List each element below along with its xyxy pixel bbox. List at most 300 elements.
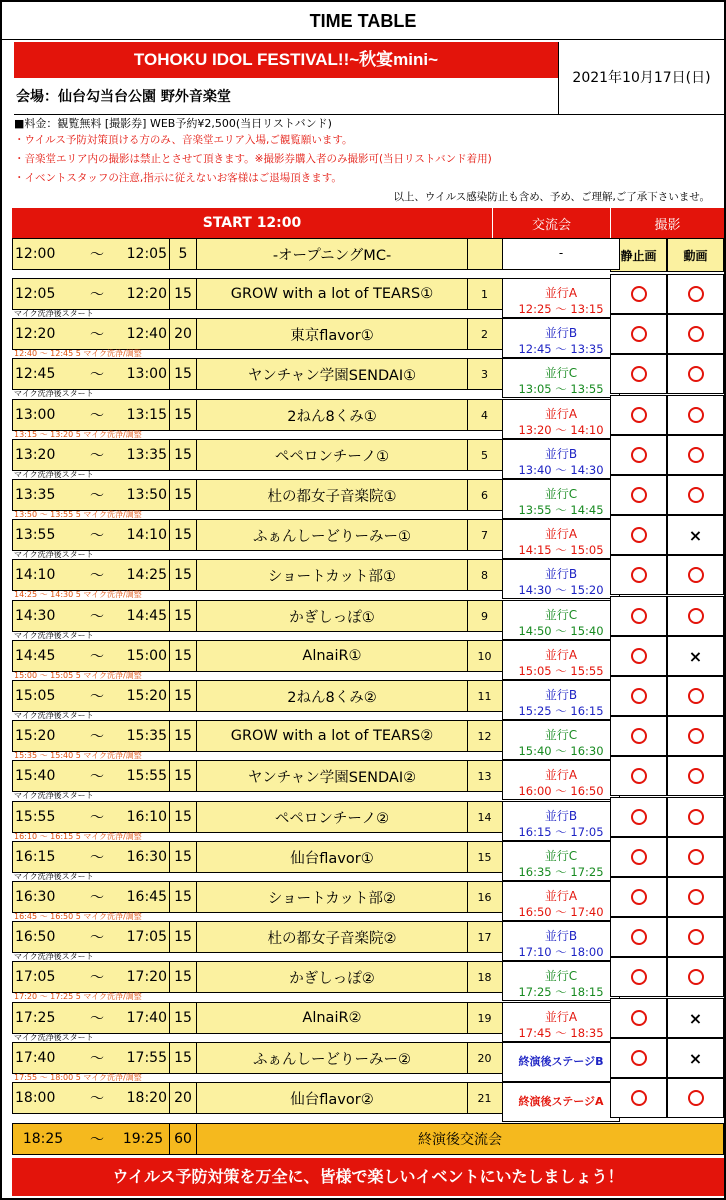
circle-icon [631, 889, 647, 905]
end-time: 13:00 [126, 366, 167, 382]
act-number: 16 [467, 882, 501, 912]
end-time: 17:55 [126, 1050, 167, 1066]
kouryu-time: 17:25 〜 18:15 [518, 985, 604, 999]
kouryu-time: 16:50 〜 17:40 [518, 905, 604, 919]
mic-note: マイク洗浄後スタート [14, 470, 94, 479]
kouryu-time: 14:30 〜 15:20 [518, 583, 604, 597]
photo-cell [610, 877, 667, 917]
duration: 20 [169, 1083, 197, 1113]
mic-note: マイク洗浄後スタート [14, 952, 94, 961]
kouryu-cell [502, 238, 620, 270]
festival-title: TOHOKU IDOL FESTIVAL!!~秋宴mini~ [14, 42, 558, 78]
mic-note: 13:15 〜 13:20 5 マイク洗浄/調整 [14, 430, 142, 439]
page-title: TIME TABLE [2, 2, 724, 40]
tilde: 〜 [90, 488, 104, 504]
act-name: AlnaiR② [302, 1010, 362, 1026]
kouryu-time: 17:45 〜 18:35 [518, 1026, 604, 1040]
duration: 15 [169, 761, 197, 791]
kouryu-lane: 並行B [544, 447, 578, 461]
duration: 15 [169, 480, 197, 510]
duration: 15 [169, 601, 197, 631]
kouryu-time: 12:45 〜 13:35 [518, 342, 604, 356]
photo-cell [610, 515, 667, 555]
kouryu-lane: 終演後ステージB [518, 1055, 604, 1068]
act-name: かぎしっぽ② [289, 970, 375, 987]
photo-header: 静止画 [610, 238, 667, 272]
start-time: 17:05 [15, 969, 56, 985]
tilde: 〜 [90, 287, 104, 303]
divider [14, 114, 724, 115]
kouryu-cell [502, 881, 620, 921]
mic-note: 16:10 〜 16:15 5 マイク洗浄/調整 [14, 832, 142, 841]
photo-cell [610, 596, 667, 636]
start-time: 14:45 [15, 648, 56, 664]
kouryu-lane: 並行C [544, 487, 578, 501]
kouryu-cell [502, 358, 620, 398]
mic-note: マイク洗浄後スタート [14, 309, 94, 318]
act-name: GROW with a lot of TEARS① [230, 286, 434, 302]
kouryu-time: 14:15 〜 15:05 [518, 543, 604, 557]
mic-note: マイク洗浄後スタート [14, 550, 94, 559]
mic-note: マイク洗浄後スタート [14, 631, 94, 640]
act-number: 14 [467, 802, 501, 832]
end-time: 12:05 [126, 246, 167, 262]
kouryu-lane: 並行C [544, 969, 578, 983]
cross-icon: × [688, 525, 703, 545]
duration: 15 [169, 1003, 197, 1033]
act-number: 5 [467, 440, 501, 470]
circle-icon [631, 447, 647, 463]
mic-note: 15:00 〜 15:05 5 マイク洗浄/調整 [14, 671, 142, 680]
kouryu-cell [502, 720, 620, 760]
video-cell [667, 716, 724, 756]
kouryu-lane: 並行C [544, 728, 578, 742]
act-number: 18 [467, 962, 501, 992]
video-cell [667, 314, 724, 354]
circle-icon [631, 407, 647, 423]
kouryu-cell [502, 600, 620, 640]
duration: 15 [169, 359, 197, 389]
start-time: 13:00 [15, 407, 56, 423]
cross-icon: × [688, 646, 703, 666]
act-name: 杜の都女子音楽院① [267, 488, 397, 505]
tilde: 〜 [90, 930, 104, 946]
photo-cell [610, 1038, 667, 1078]
start-time: 14:10 [15, 567, 56, 583]
circle-icon [688, 447, 704, 463]
circle-icon [688, 969, 704, 985]
video-cell [667, 998, 724, 1038]
start-time: 15:40 [15, 768, 56, 784]
kouryu-time: 13:20 〜 14:10 [518, 423, 604, 437]
event-date: 2021年10月17日(日) [558, 42, 724, 114]
fee-info: ■料金：観覧無料 [撮影券] WEB予約¥2,500(当日リストバンド) [14, 117, 332, 130]
tilde: 〜 [90, 448, 104, 464]
photo-cell [610, 395, 667, 435]
tilde: 〜 [90, 568, 104, 584]
act-number: 20 [467, 1043, 501, 1073]
photo-cell [610, 797, 667, 837]
start-time: 13:20 [15, 447, 56, 463]
circle-icon [688, 809, 704, 825]
tilde: 〜 [90, 1091, 104, 1107]
mic-note: 17:55 〜 18:00 5 マイク洗浄/調整 [14, 1073, 142, 1082]
video-header: 動画 [667, 238, 724, 272]
video-cell [667, 797, 724, 837]
start-time: 13:55 [15, 527, 56, 543]
kouryu-lane: - [558, 246, 564, 260]
circle-icon [631, 608, 647, 624]
end-time: 13:15 [126, 407, 167, 423]
act-number: 1 [467, 279, 501, 309]
mic-note: 13:50 〜 13:55 5 マイク洗浄/調整 [14, 510, 142, 519]
circle-icon [631, 728, 647, 744]
final-start: 18:25 [22, 1131, 64, 1147]
start-label: START 12:00 [202, 215, 302, 231]
photo-cell [610, 636, 667, 676]
kouryu-lane: 終演後ステージA [518, 1095, 604, 1108]
kouryu-cell [502, 439, 620, 479]
duration: 15 [169, 279, 197, 309]
mic-note: マイク洗浄後スタート [14, 872, 94, 881]
start-time: 12:05 [15, 286, 56, 302]
kouryu-cell [502, 399, 620, 439]
circle-icon [631, 648, 647, 664]
start-time: 15:20 [15, 728, 56, 744]
kouryu-lane: 並行C [544, 366, 578, 380]
row-number [467, 239, 501, 269]
end-time: 15:00 [126, 648, 167, 664]
circle-icon [688, 567, 704, 583]
circle-icon [631, 286, 647, 302]
act-name: ペペロンチーノ① [274, 448, 390, 465]
end-time: 12:20 [126, 286, 167, 302]
video-cell [667, 676, 724, 716]
video-cell [667, 274, 724, 314]
end-time: 15:35 [126, 728, 167, 744]
circle-icon [688, 286, 704, 302]
kouryu-time: 16:35 〜 17:25 [518, 865, 604, 879]
final-duration: 60 [169, 1124, 197, 1154]
kouryu-lane: 並行C [544, 608, 578, 622]
tilde: 〜 [90, 1011, 104, 1027]
photo-cell [610, 274, 667, 314]
act-name: ペペロンチーノ② [274, 810, 390, 827]
video-cell [667, 435, 724, 475]
kouryu-time: 13:55 〜 14:45 [518, 503, 604, 517]
tilde: 〜 [90, 649, 104, 665]
tilde: 〜 [90, 729, 104, 745]
mic-note: マイク洗浄後スタート [14, 711, 94, 720]
kouryu-time: 17:10 〜 18:00 [518, 945, 604, 959]
photo-cell [610, 676, 667, 716]
kouryu-lane: 並行A [544, 889, 578, 903]
kouryu-lane: 並行C [544, 849, 578, 863]
kouryu-lane: 並行B [544, 809, 578, 823]
act-name: 杜の都女子音楽院② [267, 930, 397, 947]
kouryu-cell [502, 841, 620, 881]
kouryu-cell [502, 801, 620, 841]
mic-note: マイク洗浄後スタート [14, 1033, 94, 1042]
photo-cell [610, 1078, 667, 1118]
duration: 20 [169, 319, 197, 349]
circle-icon [631, 969, 647, 985]
end-time: 14:10 [126, 527, 167, 543]
act-name: 仙台flavor① [290, 850, 374, 867]
kouryu-time: 13:05 〜 13:55 [518, 382, 604, 396]
circle-icon [688, 407, 704, 423]
circle-icon [688, 326, 704, 342]
circle-icon [688, 849, 704, 865]
duration: 5 [169, 239, 197, 269]
mic-note: マイク洗浄後スタート [14, 791, 94, 800]
tilde: 〜 [90, 327, 104, 343]
kouryu-cell [502, 559, 620, 599]
circle-icon [631, 527, 647, 543]
tilde: 〜 [90, 769, 104, 785]
mic-note: マイク洗浄後スタート [14, 389, 94, 398]
tilde: 〜 [90, 689, 104, 705]
act-number: 12 [467, 721, 501, 751]
act-name: ふぁんしーどりーみー① [253, 528, 411, 545]
video-cell [667, 515, 724, 555]
kouryu-time: 14:50 〜 15:40 [518, 624, 604, 638]
kouryu-time: 12:25 〜 13:15 [518, 302, 604, 316]
kouryu-time: 16:00 〜 16:50 [518, 784, 604, 798]
circle-icon [631, 326, 647, 342]
duration: 15 [169, 440, 197, 470]
duration: 15 [169, 641, 197, 671]
circle-icon [688, 728, 704, 744]
venue: 会場：仙台勾当台公園 野外音楽堂 [16, 89, 231, 105]
kouryu-time: 15:40 〜 16:30 [518, 744, 604, 758]
note-line-1: ・ウイルス予防対策頂ける方のみ、音楽堂エリア入場,ご観覧願います。 [14, 134, 353, 146]
kouryu-cell [502, 479, 620, 519]
kouryu-lane: 並行B [544, 567, 578, 581]
duration: 15 [169, 1043, 197, 1073]
act-number: 13 [467, 761, 501, 791]
mic-note: 17:20 〜 17:25 5 マイク洗浄/調整 [14, 992, 142, 1001]
video-cell [667, 837, 724, 877]
kouryu-header: 交流会 [492, 208, 610, 238]
mic-note: 14:25 〜 14:30 5 マイク洗浄/調整 [14, 590, 142, 599]
end-time: 14:45 [126, 608, 167, 624]
act-number: 8 [467, 560, 501, 590]
kouryu-time: 16:15 〜 17:05 [518, 825, 604, 839]
circle-icon [631, 688, 647, 704]
start-time: 15:05 [15, 688, 56, 704]
circle-icon [688, 1090, 704, 1106]
start-time: 12:20 [15, 326, 56, 342]
act-number: 10 [467, 641, 501, 671]
circle-icon [631, 487, 647, 503]
act-name: GROW with a lot of TEARS② [230, 728, 434, 744]
kouryu-cell [502, 318, 620, 358]
kouryu-lane: 並行B [544, 688, 578, 702]
photo-cell [610, 756, 667, 796]
tilde: 〜 [90, 890, 104, 906]
start-time: 16:50 [15, 929, 56, 945]
closing-note: 以上、ウイルス感染防止も含め、予め、ご理解,ご了承下さいませ。 [393, 191, 710, 203]
act-number: 9 [467, 601, 501, 631]
tilde: 〜 [90, 970, 104, 986]
act-name: ふぁんしーどりーみー② [253, 1051, 411, 1068]
video-cell [667, 1078, 724, 1118]
circle-icon [688, 608, 704, 624]
kouryu-time: 15:05 〜 15:55 [518, 664, 604, 678]
duration: 15 [169, 962, 197, 992]
mic-note: 15:35 〜 15:40 5 マイク洗浄/調整 [14, 751, 142, 760]
kouryu-cell [502, 519, 620, 559]
mic-note: 16:45 〜 16:50 5 マイク洗浄/調整 [14, 912, 142, 921]
photo-cell [610, 555, 667, 595]
act-name: 2ねん8くみ① [287, 408, 377, 425]
act-number: 11 [467, 681, 501, 711]
video-cell [667, 475, 724, 515]
start-time: 18:00 [15, 1090, 56, 1106]
circle-icon [688, 768, 704, 784]
circle-icon [631, 1010, 647, 1026]
kouryu-lane: 並行A [544, 527, 578, 541]
act-name: ショートカット部② [267, 890, 397, 907]
start-time: 15:55 [15, 809, 56, 825]
act-number: 4 [467, 400, 501, 430]
end-time: 16:10 [126, 809, 167, 825]
kouryu-lane: 並行A [544, 286, 578, 300]
video-cell [667, 957, 724, 997]
end-time: 14:25 [126, 567, 167, 583]
note-line-2: ・音楽堂エリア内の撮影は禁止とさせて頂きます。※撮影券購入者のみ撮影可(当日リストバンド着用) [14, 153, 492, 165]
act-number: 17 [467, 922, 501, 952]
tilde: 〜 [90, 850, 104, 866]
photo-cell [610, 716, 667, 756]
start-time: 12:00 [15, 246, 56, 262]
tilde: 〜 [90, 810, 104, 826]
video-cell [667, 877, 724, 917]
act-name: ヤンチャン学園SENDAI② [247, 769, 417, 786]
circle-icon [688, 688, 704, 704]
kouryu-cell [502, 278, 620, 318]
photo-cell [610, 475, 667, 515]
duration: 15 [169, 922, 197, 952]
end-time: 13:50 [126, 487, 167, 503]
circle-icon [631, 1050, 647, 1066]
kouryu-cell [502, 680, 620, 720]
act-number: 3 [467, 359, 501, 389]
photo-cell [610, 314, 667, 354]
tilde: 〜 [90, 247, 104, 263]
kouryu-cell [502, 921, 620, 961]
duration: 15 [169, 802, 197, 832]
satsuei-header: 撮影 [610, 208, 724, 238]
duration: 15 [169, 842, 197, 872]
final-name: 終演後交流会 [418, 1132, 502, 1148]
act-name: 仙台flavor② [290, 1091, 374, 1108]
kouryu-lane: 並行B [544, 929, 578, 943]
tilde: 〜 [90, 1051, 104, 1067]
act-name: ショートカット部① [267, 568, 397, 585]
start-time: 16:15 [15, 849, 56, 865]
circle-icon [688, 487, 704, 503]
duration: 15 [169, 520, 197, 550]
circle-icon [688, 929, 704, 945]
video-cell [667, 1038, 724, 1078]
act-number: 7 [467, 520, 501, 550]
circle-icon [631, 768, 647, 784]
end-time: 12:40 [126, 326, 167, 342]
act-number: 6 [467, 480, 501, 510]
circle-icon [688, 889, 704, 905]
start-time: 12:45 [15, 366, 56, 382]
act-name: ヤンチャン学園SENDAI① [247, 367, 417, 384]
end-time: 17:20 [126, 969, 167, 985]
kouryu-cell [502, 1042, 620, 1082]
tilde: 〜 [90, 609, 104, 625]
kouryu-lane: 並行A [544, 648, 578, 662]
kouryu-cell [502, 1082, 620, 1122]
act-name: -オープニングMC- [272, 247, 392, 264]
act-number: 2 [467, 319, 501, 349]
final-tilde: 〜 [90, 1132, 104, 1148]
video-cell [667, 354, 724, 394]
circle-icon [631, 1090, 647, 1106]
act-name: 2ねん8くみ② [287, 689, 377, 706]
circle-icon [688, 366, 704, 382]
footer-message: ウイルス予防対策を万全に、皆様で楽しいイベントにいたしましょう！ [12, 1158, 724, 1196]
start-time: 14:30 [15, 608, 56, 624]
duration: 15 [169, 721, 197, 751]
photo-cell [610, 917, 667, 957]
duration: 15 [169, 560, 197, 590]
cross-icon: × [688, 1008, 703, 1028]
end-time: 17:05 [126, 929, 167, 945]
act-name: 東京flavor① [290, 327, 374, 344]
end-time: 16:45 [126, 889, 167, 905]
duration: 15 [169, 400, 197, 430]
kouryu-lane: 並行A [544, 1010, 578, 1024]
end-time: 18:20 [126, 1090, 167, 1106]
kouryu-cell [502, 1002, 620, 1042]
tilde: 〜 [90, 408, 104, 424]
act-number: 21 [467, 1083, 501, 1113]
kouryu-time: 15:25 〜 16:15 [518, 704, 604, 718]
start-time: 13:35 [15, 487, 56, 503]
kouryu-time: 13:40 〜 14:30 [518, 463, 604, 477]
final-row [12, 1123, 724, 1155]
act-name: AlnaiR① [302, 648, 362, 664]
tilde: 〜 [90, 528, 104, 544]
kouryu-lane: 並行A [544, 407, 578, 421]
end-time: 13:35 [126, 447, 167, 463]
photo-cell [610, 957, 667, 997]
act-number: 19 [467, 1003, 501, 1033]
act-number: 15 [467, 842, 501, 872]
video-cell [667, 596, 724, 636]
circle-icon [631, 366, 647, 382]
final-end: 19:25 [122, 1131, 164, 1147]
start-time: 17:25 [15, 1010, 56, 1026]
end-time: 17:40 [126, 1010, 167, 1026]
end-time: 15:55 [126, 768, 167, 784]
kouryu-cell [502, 961, 620, 1001]
kouryu-lane: 並行B [544, 326, 578, 340]
tilde: 〜 [90, 367, 104, 383]
duration: 15 [169, 882, 197, 912]
circle-icon [631, 929, 647, 945]
kouryu-lane: 並行A [544, 768, 578, 782]
video-cell [667, 395, 724, 435]
photo-cell [610, 435, 667, 475]
